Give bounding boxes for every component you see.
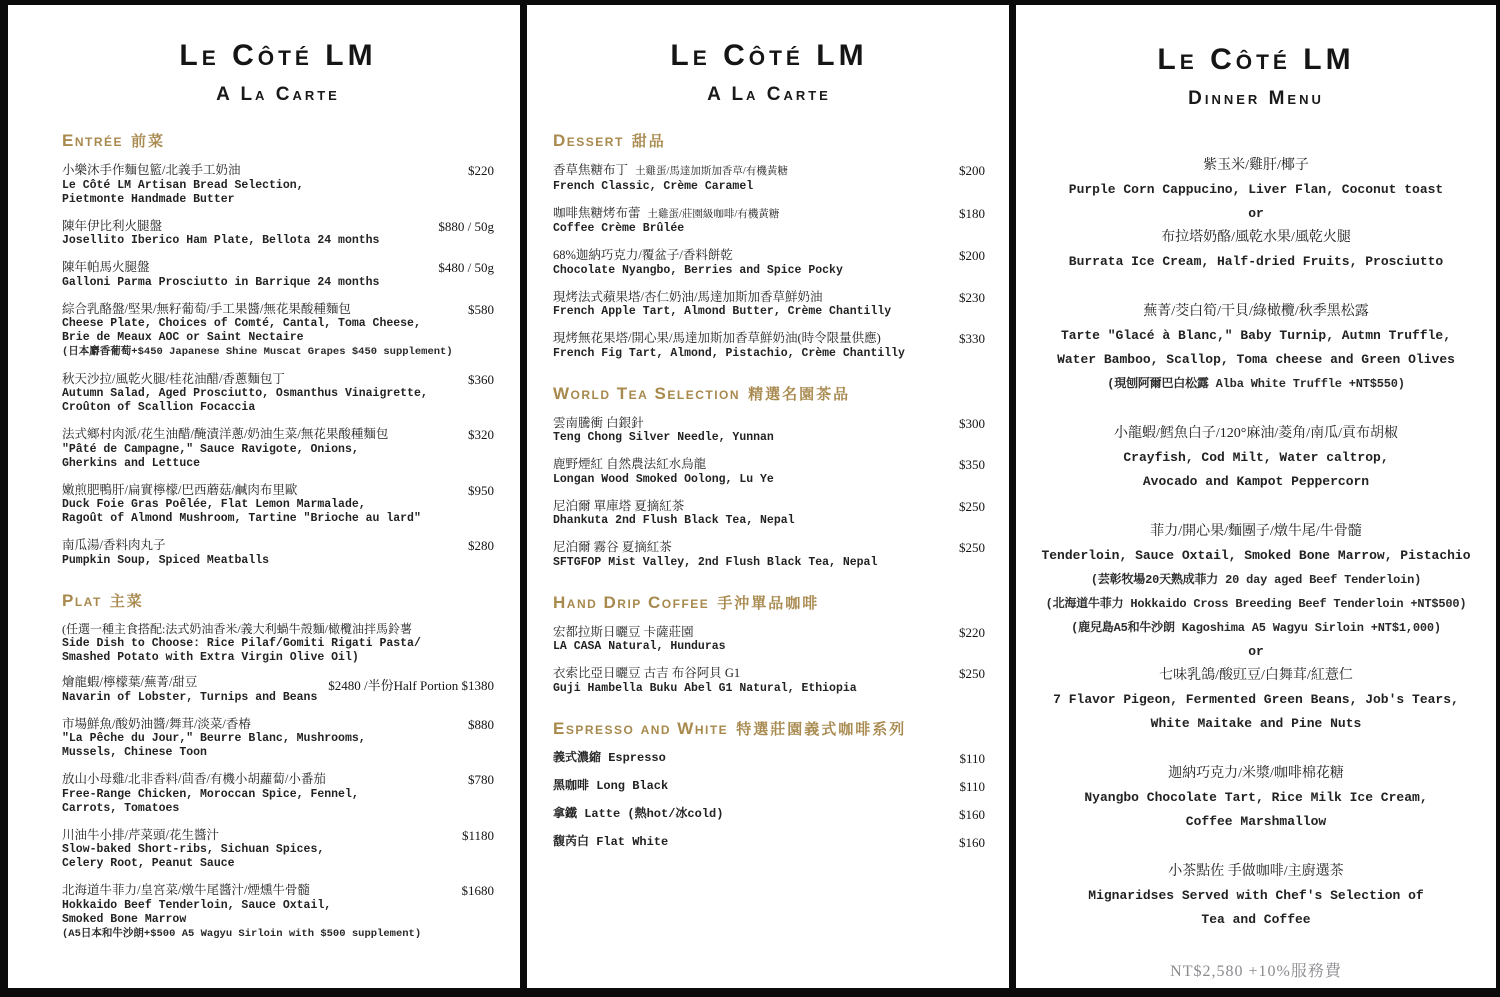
item-price: $880 (468, 716, 494, 732)
item-text (62, 827, 462, 872)
item-name-en: Hokkaido Beef Tenderloin, Sauce Oxtail, (62, 898, 332, 912)
dinner-course (1040, 520, 1472, 736)
item-ingredients-zh: 土雞蛋/莊園級咖啡/有機黃糖 (647, 208, 780, 220)
menu-item (62, 716, 494, 761)
item-name-mixed: 黑咖啡 Long Black (553, 778, 669, 793)
item-name-zh: 現烤無花果塔/開心果/馬達加斯加香草鮮奶油(時令限量供應) (553, 331, 881, 345)
item-text (62, 301, 468, 360)
item-name-row (62, 827, 452, 844)
section-heading (553, 718, 985, 739)
dinner-course-line: (北海道牛菲力 Hokkaido Cross Breeding Beef Tenderloin +NT$500) (1045, 597, 1467, 611)
item-text (62, 537, 468, 568)
page-dinner-menu (1016, 5, 1496, 988)
item-name-row (553, 624, 949, 641)
menu-body (553, 130, 985, 873)
item-name-row (62, 716, 458, 733)
item-price: $250 (959, 498, 985, 514)
item-name-en: Pietmonte Handmade Butter (62, 192, 235, 206)
item-name-en: "La Pêche du Jour," Beurre Blanc, Mushrooms, (62, 732, 366, 745)
item-name-en: Guji Hambella Buku Abel G1 Natural, Ethiopia (553, 681, 857, 695)
item-price: $160 (959, 806, 985, 822)
item-name-en: Pumpkin Soup, Spiced Meatballs (62, 553, 270, 567)
menu-item (553, 289, 985, 320)
item-price: $200 (959, 163, 985, 178)
dinner-course-line: Coffee Marshmallow (1185, 814, 1327, 829)
menu-item (553, 665, 985, 696)
dinner-price-note: NT$2,580 +10%服務費 (1170, 963, 1342, 980)
dinner-course-line: 小龍蝦/鱈魚白子/120°麻油/菱角/南瓜/貢布胡椒 (1113, 426, 1399, 441)
dinner-course-line: Burrata Ice Cream, Half-dried Fruits, Prosciutto (1068, 254, 1444, 269)
item-name-en: Free-Range Chicken, Moroccan Spice, Fennel, (62, 787, 359, 801)
item-supplement-note: (A5日本和牛沙朗+$500 A5 Wagyu Sirloin with $500 supplement) (62, 927, 422, 940)
item-price: $180 (959, 205, 985, 221)
item-name-en: French Fig Tart, Almond, Pistachio, Crème Chantilly (553, 346, 905, 360)
item-name-zh: 放山小母雞/北非香料/茴香/有機小胡蘿蔔/小番茄 (62, 772, 326, 786)
item-name-zh: 現烤法式蘋果塔/杏仁奶油/馬達加斯加香草鮮奶油 (553, 289, 823, 304)
dinner-course-line: or (1248, 206, 1264, 221)
item-text (62, 882, 462, 941)
menu-item (553, 834, 985, 851)
item-text (62, 674, 328, 705)
restaurant-name: Le Côté LM (670, 39, 868, 72)
item-name-en: Galloni Parma Prosciutto in Barrique 24 months (62, 275, 380, 289)
item-name-en: Smoked Bone Marrow (62, 912, 187, 926)
item-name-en: Ragoût of Almond Mushroom, Tartine "Brioche au lard" (62, 512, 421, 525)
section-heading-en: World Tea Selection (553, 383, 741, 403)
item-text (553, 665, 959, 696)
item-price: $160 (959, 834, 985, 850)
menu-item (553, 330, 985, 361)
menu-type-label: Dinner Menu (1188, 88, 1324, 109)
item-name-row (553, 665, 949, 682)
section-heading-en: Entrée (62, 131, 124, 150)
dinner-course-line: 蕪菁/茭白筍/干貝/綠橄欖/秋季黑松露 (1143, 304, 1369, 319)
dinner-course-line: 七味乳鴿/酸豇豆/白舞茸/紅薏仁 (1159, 668, 1353, 683)
dinner-course-line: 小茶點佐 手做咖啡/主廚選茶 (1168, 864, 1344, 879)
item-price: $230 (959, 289, 985, 305)
item-price: $280 (468, 538, 494, 553)
menu-item (553, 415, 985, 446)
item-price: $250 (959, 666, 985, 681)
item-text (553, 289, 959, 320)
menu-item (62, 301, 494, 360)
section-heading-en: Dessert (553, 131, 624, 150)
item-price: $200 (959, 248, 985, 263)
item-price: $880 / 50g (438, 218, 494, 234)
item-price: $110 (959, 750, 985, 766)
item-name-zh: 宏都拉斯日曬豆 卡薩莊園 (553, 624, 694, 639)
item-name-zh: 鹿野煙紅 自然農法紅水烏龍 (553, 457, 707, 471)
item-price: $2480 /半份Half Portion $1380 (328, 678, 494, 693)
dinner-course (1040, 154, 1472, 274)
menu-item (62, 537, 494, 568)
menu-item (62, 674, 494, 705)
restaurant-name: Le Côté LM (1157, 43, 1355, 76)
item-name-en: Navarin of Lobster, Turnips and Beans (62, 690, 318, 704)
item-text (62, 426, 468, 471)
item-text (62, 218, 438, 249)
item-text (553, 330, 959, 361)
section-heading-zh: 手沖單品咖啡 (717, 595, 820, 612)
menu-section (62, 130, 494, 568)
item-name-en: Le Côté LM Artisan Bread Selection, (62, 178, 304, 192)
item-name-row (62, 482, 458, 499)
dinner-course-line: 紫玉米/雞肝/椰子 (1203, 158, 1309, 173)
item-name-en: Celery Root, Peanut Sauce (62, 857, 235, 870)
menu-body (62, 130, 494, 963)
item-price: $950 (468, 482, 494, 498)
menu-item (553, 247, 985, 278)
item-name-row (62, 771, 458, 788)
item-text (553, 415, 959, 446)
menu-item (62, 371, 494, 416)
dinner-course-line: 7 Flavor Pigeon, Fermented Green Beans, Job's Tears, (1053, 692, 1459, 707)
item-text (62, 771, 468, 816)
dinner-course (1040, 422, 1472, 494)
item-name-row (62, 674, 318, 691)
item-name-en: Longan Wood Smoked Oolong, Lu Ye (553, 472, 774, 486)
menu-item (553, 539, 985, 570)
item-text (553, 205, 959, 237)
item-text (553, 539, 959, 570)
item-name-zh: 市場鮮魚/酸奶油醬/舞茸/淡菜/香椿 (62, 716, 251, 731)
item-price: $250 (959, 540, 985, 555)
menu-section (62, 590, 494, 942)
section-heading-zh: 甜品 (631, 134, 666, 150)
dinner-course-line: Avocado and Kampot Peppercorn (1142, 474, 1370, 489)
item-name-row (62, 259, 428, 276)
menu-type-label: A La Carte (216, 84, 340, 105)
dinner-course (1040, 300, 1472, 396)
menu-item (553, 806, 985, 823)
menu-item (62, 482, 494, 527)
item-price: $220 (468, 163, 494, 178)
item-text (553, 834, 959, 850)
item-name-en: LA CASA Natural, Hunduras (553, 640, 726, 653)
item-name-zh: 北海道牛菲力/皇宮菜/燉牛尾醬汁/煙燻牛骨髓 (62, 883, 310, 897)
section-note-line: (任選一種主食搭配:法式奶油香米/義大利蝸牛殼麵/橄欖油拌馬鈴薯 (62, 621, 413, 636)
item-text (62, 716, 468, 761)
dinner-course-line: White Maitake and Pine Nuts (1150, 716, 1362, 731)
dinner-course (1040, 762, 1472, 834)
item-supplement-note: (日本麝香葡萄+$450 Japanese Shine Muscat Grapes $450 supplement) (62, 346, 453, 358)
item-name-row (62, 301, 458, 318)
item-name-en: Josellito Iberico Ham Plate, Bellota 24 months (62, 234, 380, 247)
menu-section (553, 383, 985, 570)
item-name-mixed: 義式濃縮 Espresso (553, 750, 666, 765)
menu-item (62, 882, 494, 941)
item-name-row (553, 205, 949, 223)
item-price: $320 (468, 427, 494, 442)
menu-item (62, 827, 494, 872)
dinner-course-line: Nyangbo Chocolate Tart, Rice Milk Ice Cream, (1084, 790, 1428, 805)
dinner-courses (1040, 154, 1472, 958)
item-name-en: Gherkins and Lettuce (62, 456, 201, 470)
section-heading-zh: 精選名園茶品 (748, 386, 851, 403)
section-heading (553, 383, 985, 404)
item-name-zh: 陳年伊比利火腿盤 (62, 218, 163, 233)
item-name-row (553, 289, 949, 306)
section-heading-en: Plat (62, 590, 102, 610)
dinner-course-line: 布拉塔奶酪/風乾水果/風乾火腿 (1161, 230, 1351, 245)
menu-item (553, 205, 985, 237)
item-price: $1180 (461, 827, 494, 843)
item-name-zh: 嫩煎肥鴨肝/扁實檸檬/巴西蘑菇/鹹肉布里歐 (62, 482, 298, 497)
item-text (553, 247, 959, 278)
section-heading-en: Espresso and White (553, 718, 729, 738)
item-name-row (62, 371, 458, 388)
dinner-course-line: 迦納巧克力/米漿/咖啡棉花糖 (1168, 766, 1344, 781)
menu-item (553, 778, 985, 795)
menu-item (62, 259, 494, 290)
dinner-course-line: 菲力/開心果/麵團子/燉牛尾/牛骨髓 (1150, 524, 1362, 539)
item-name-zh: 法式鄉村肉派/花生油醋/醃漬洋蔥/奶油生菜/無花果酸種麵包 (62, 427, 389, 441)
item-name-en: Duck Foie Gras Poêlée, Flat Lemon Marmalade, (62, 498, 366, 511)
note-spacer (62, 665, 494, 674)
item-price: $330 (959, 331, 985, 346)
section-note-line: Smashed Potato with Extra Virgin Olive Oil) (62, 651, 359, 664)
section-note-line: Side Dish to Choose: Rice Pilaf/Gomiti Rigati Pasta/ (62, 637, 421, 650)
item-name-row (62, 426, 458, 443)
item-name-mixed: 馥芮白 Flat White (553, 834, 669, 849)
dinner-course-line: (現刨阿爾巴白松露 Alba White Truffle +NT$550) (1107, 377, 1405, 391)
item-name-row (553, 456, 949, 473)
item-name-zh: 燴龍蝦/檸檬葉/蕪菁/甜豆 (62, 675, 198, 689)
item-text (553, 624, 959, 655)
item-name-en: Autumn Salad, Aged Prosciutto, Osmanthus Vinaigrette, (62, 387, 428, 400)
dinner-course-line: Mignaridses Served with Chef's Selection of (1088, 888, 1424, 903)
menu-item (62, 218, 494, 249)
section-heading-zh: 特選莊園義式咖啡系列 (736, 721, 907, 738)
section-heading (62, 590, 494, 611)
item-name-en: French Classic, Crème Caramel (553, 179, 754, 193)
page-a-la-carte-dessert-drinks (527, 5, 1009, 988)
menu-section (553, 718, 985, 851)
item-text (553, 778, 959, 794)
item-text (553, 806, 959, 822)
item-name-zh: 陳年帕馬火腿盤 (62, 260, 150, 274)
item-name-row (553, 498, 949, 515)
item-text (62, 162, 468, 207)
item-name-zh: 小樂沐手作麵包籃/北義手工奶油 (62, 163, 241, 177)
item-name-en: Chocolate Nyangbo, Berries and Spice Pocky (553, 263, 843, 277)
item-name-en: Brie de Meaux AOC or Saint Nectaire (62, 331, 304, 344)
item-name-en: Carrots, Tomatoes (62, 801, 180, 815)
item-name-en: Dhankuta 2nd Flush Black Tea, Nepal (553, 514, 795, 527)
item-name-row (553, 330, 949, 347)
item-name-row (553, 415, 949, 432)
section-heading-en: Hand Drip Coffee (553, 592, 710, 612)
menu-type-label: A La Carte (707, 84, 831, 105)
item-name-row (553, 162, 949, 180)
item-price: $360 (468, 371, 494, 387)
section-heading (62, 130, 494, 151)
item-name-en: Coffee Crème Brûlée (553, 222, 685, 235)
menu-item (553, 456, 985, 487)
menu-item (62, 426, 494, 471)
item-ingredients-zh: 土雞蛋/馬達加斯加香草/有機黃糖 (635, 166, 788, 177)
item-price: $220 (959, 624, 985, 640)
item-name-zh: 咖啡焦糖烤布蕾 (553, 205, 641, 220)
item-text (62, 482, 468, 527)
item-name-row (62, 218, 428, 235)
item-name-zh: 雲南騰衝 白銀針 (553, 415, 644, 430)
item-text (553, 162, 959, 194)
dinner-course-line: Crayfish, Cod Milt, Water caltrop, (1123, 450, 1389, 465)
menu-item (62, 162, 494, 207)
item-name-en: Mussels, Chinese Toon (62, 746, 207, 759)
item-name-row (62, 162, 458, 179)
item-name-mixed: 拿鐵 Latte (熱hot/冰cold) (553, 806, 724, 821)
item-name-zh: 衣索比亞日曬豆 古吉 布谷阿貝 G1 (553, 666, 741, 680)
item-name-en: Teng Chong Silver Needle, Yunnan (553, 431, 774, 444)
item-name-zh: 香草焦糖布丁 (553, 163, 629, 177)
item-name-zh: 川油牛小排/芹菜頭/花生醬汁 (62, 827, 219, 842)
item-name-en: SFTGFOP Mist Valley, 2nd Flush Black Tea, Nepal (553, 555, 878, 569)
item-price: $580 (468, 301, 494, 317)
item-name-en: Cheese Plate, Choices of Comté, Cantal, Toma Cheese, (62, 317, 421, 330)
item-price: $350 (959, 457, 985, 472)
item-price: $780 (468, 772, 494, 787)
menu-item (553, 624, 985, 655)
section-heading-zh: 主菜 (109, 593, 144, 610)
menu-item (553, 750, 985, 767)
dinner-course (1040, 860, 1472, 932)
item-price: $480 / 50g (438, 260, 494, 275)
dinner-course-line: or (1248, 644, 1264, 659)
item-name-row (62, 882, 452, 899)
menu-section (553, 130, 985, 361)
item-name-row (553, 247, 949, 264)
page-a-la-carte-savory (8, 5, 520, 988)
item-price: $1680 (461, 883, 494, 898)
item-name-en: French Apple Tart, Almond Butter, Crème Chantilly (553, 305, 892, 318)
menu-item (553, 498, 985, 529)
dinner-course-line: (鹿兒島A5和牛沙朗 Kagoshima A5 Wagyu Sirloin +NT$1,000) (1071, 621, 1441, 635)
item-name-zh: 68%迦納巧克力/覆盆子/香料餅乾 (553, 248, 733, 262)
item-name-zh: 尼泊爾 霧谷 夏摘紅茶 (553, 540, 672, 554)
section-heading (553, 592, 985, 613)
item-name-en: Slow-baked Short-ribs, Sichuan Spices, (62, 843, 325, 856)
section-heading (553, 130, 985, 151)
dinner-course-line: (芸彰牧場20天熟成菲力 20 day aged Beef Tenderloin) (1090, 573, 1422, 587)
item-price: $300 (959, 415, 985, 431)
item-text (62, 371, 468, 416)
dinner-course-line: Water Bamboo, Scallop, Toma cheese and Green Olives (1057, 352, 1455, 367)
item-name-en: "Pâté de Campagne," Sauce Ravigote, Onions, (62, 442, 359, 456)
item-name-zh: 綜合乳酪盤/堅果/無籽葡萄/手工果醬/無花果酸種麵包 (62, 301, 351, 316)
item-text (553, 750, 959, 766)
item-name-zh: 南瓜湯/香料肉丸子 (62, 538, 166, 552)
restaurant-name: Le Côté LM (179, 39, 377, 72)
menu-section (553, 592, 985, 696)
item-text (553, 498, 959, 529)
section-heading-zh: 前菜 (131, 134, 166, 150)
item-text (553, 456, 959, 487)
item-price: $110 (959, 778, 985, 794)
item-name-row (553, 539, 949, 556)
item-name-zh: 尼泊爾 單庫塔 夏摘紅茶 (553, 498, 685, 513)
menu-item (62, 771, 494, 816)
dinner-course-line: Tenderloin, Sauce Oxtail, Smoked Bone Marrow, Pistachio (1041, 548, 1471, 563)
item-name-row (62, 537, 458, 554)
item-text (62, 259, 438, 290)
dinner-course-line: Tea and Coffee (1201, 912, 1311, 927)
item-name-zh: 秋天沙拉/風乾火腿/桂花油醋/香蔥麵包丁 (62, 371, 285, 386)
dinner-course-line: Tarte "Glacé à Blanc," Baby Turnip, Autmn Truffle, (1060, 328, 1452, 343)
item-name-en: Croûton of Scallion Focaccia (62, 401, 256, 414)
dinner-course-line: Purple Corn Cappucino, Liver Flan, Coconut toast (1068, 182, 1444, 197)
menu-item (553, 162, 985, 194)
